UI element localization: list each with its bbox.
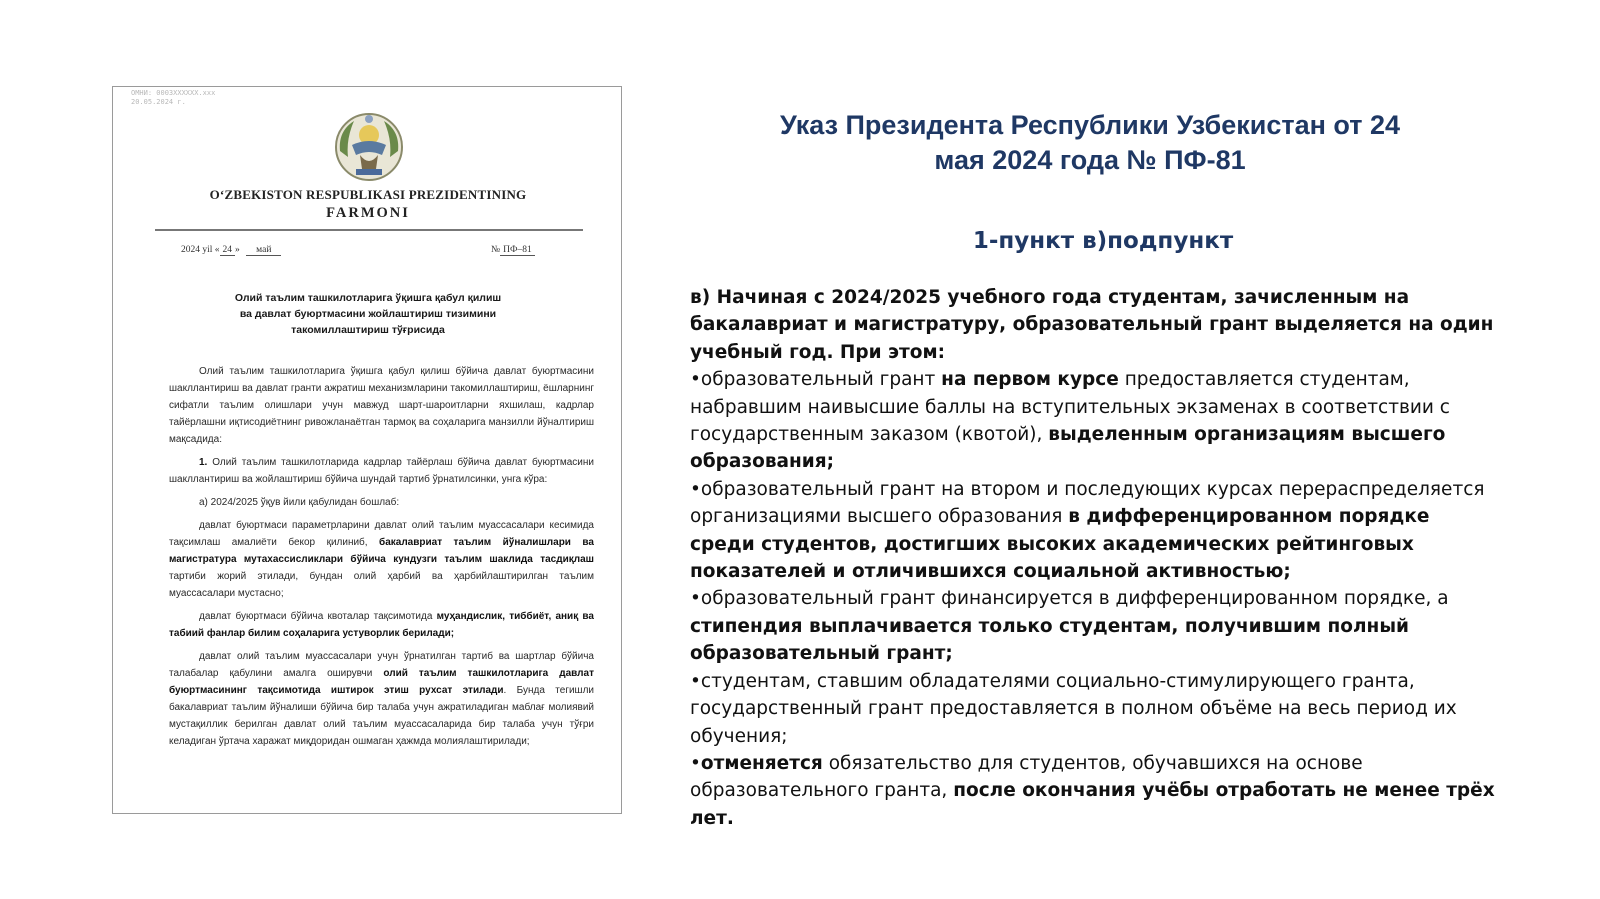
intro-paragraph: в) Начиная с 2024/2025 учебного года студентам, зачисленным на бакалавриат и магистратуру, образовательный грант выделяется на один учебный год. При этом: [690, 287, 1494, 363]
bullet-work-obligation: •отменяется обязательство для студентов, обучавшихся на основе образовательного гранта, после окончания учёбы отработать не менее трёх лет. [690, 752, 1495, 829]
decree-item-2: давлат буюртмаси бўйича квоталар тақсимотида муҳандислик, тиббиёт, аниқ ва табиий фанлар билим соҳаларига устуворлик берилади; [169, 611, 594, 639]
decree-date: 2024 yil « 24 » май [181, 245, 281, 255]
decree-heading: O‘ZBEKISTON RESPUBLIKASI PREZIDENTINING [209, 187, 527, 202]
decree-clause-1: 1. Олий таълим ташкилотларида кадрлар тайёрлаш бўйича давлат буюртмасини шакллантириш ва жойлаштириш бўйича шундай тартиб ўрнатилсинки, унга кўра: [169, 457, 594, 485]
decree-number: № ПФ–81 [491, 245, 535, 255]
decree-title: Олий таълим ташкилотларига ўқишга қабул қилиш ва давлат буюртмасини жойлаштириш тизимини такомиллаштириш тўғрисида [234, 292, 502, 336]
decree-document-image [112, 86, 622, 814]
heading-divider [155, 229, 583, 231]
slide-subtitle: 1-пункт в)подпункт [972, 228, 1234, 254]
bullet-second-course: •образовательный грант на втором и последующих курсах перераспределяется организациями высшего образования в дифференцированном порядке среди студентов, достигших высоких академических рейтинговых показателей и отличившихся социальной активностью; [690, 478, 1485, 583]
state-emblem-icon [332, 111, 406, 183]
slide-body [690, 284, 1500, 832]
decree-body [169, 363, 594, 756]
decree-item-1: давлат буюртмаси параметрларини давлат олий таълим муассасалари кесимида тақсимлаш амалиёти бекор қилиниб, бакалавриат таълим йўналишлари ва магистратура мутахассисликлари бўйича кундузги таълим шаклида тасдиқлаш тартиби жорий этилади, бундан олий ҳарбий ва ҳарбийлаштирилган таълим муассасалари мустасно; [169, 520, 594, 599]
bullet-financing: •образовательный грант финансируется в дифференцированном порядке, а стипендия выплачивается только студентам, получившим полный образовательный грант; [690, 588, 1449, 665]
bullet-first-course: •образовательный грант на первом курсе предоставляется студентам, набравшим наивысшие баллы на вступительных экзаменах в соответствии с государственным заказом (квотой), выделенным организациям высшего образования; [690, 369, 1450, 473]
bullet-social-grant: •студентам, ставшим обладателями социально-стимулирующего гранта, государственный грант предоставляется в полном объёме на весь период их обучения; [690, 670, 1457, 747]
decree-preamble: Олий таълим ташкилотларига ўқишга қабул қилиш бўйича давлат буюртмасини шакллантириш ва давлат гранти ажратиш механизмларини такомиллаштириш, ёшларнинг сифатли таълим олишлари учун мавжуд шарт-шароитларни яхшилаш, кадрлар тайёрлашни иқтисодиётнинг ривожланаётган тармоқ ва соҳаларига манзилли йўналтириш мақсадида: [169, 366, 594, 445]
decree-item-3: давлат олий таълим муассасалари учун ўрнатилган тартиб ва шартлар бўйича талабалар қабулини амалга оширувчи олий таълим ташкилотларига давлат буюртмасининг тақсимотида иштирок этиш рухсат этилади. Бунда тегишли бакалавриат таълим йўналиши бўйича бир талаба учун ажратиладиган маблағ молиявий мустақиллик берилган давлат олий таълим муассасаларида бир талаба учун тўғри келадиган ўртача харажат миқдоридан ошмаган ҳажмда молиялаштирилади; [169, 651, 594, 747]
slide-title: Указ Президента Республики Узбекистан от 24 мая 2024 года № ПФ-81 [779, 110, 1401, 175]
registration-stamp: ОМНИ: 0003ХХХХХХ.ххх 20.05.2024 г. [131, 89, 216, 106]
decree-type: FARMONI [326, 205, 410, 221]
decree-subclause-a: а) 2024/2025 ўқув йили қабулидан бошлаб: [199, 497, 400, 508]
